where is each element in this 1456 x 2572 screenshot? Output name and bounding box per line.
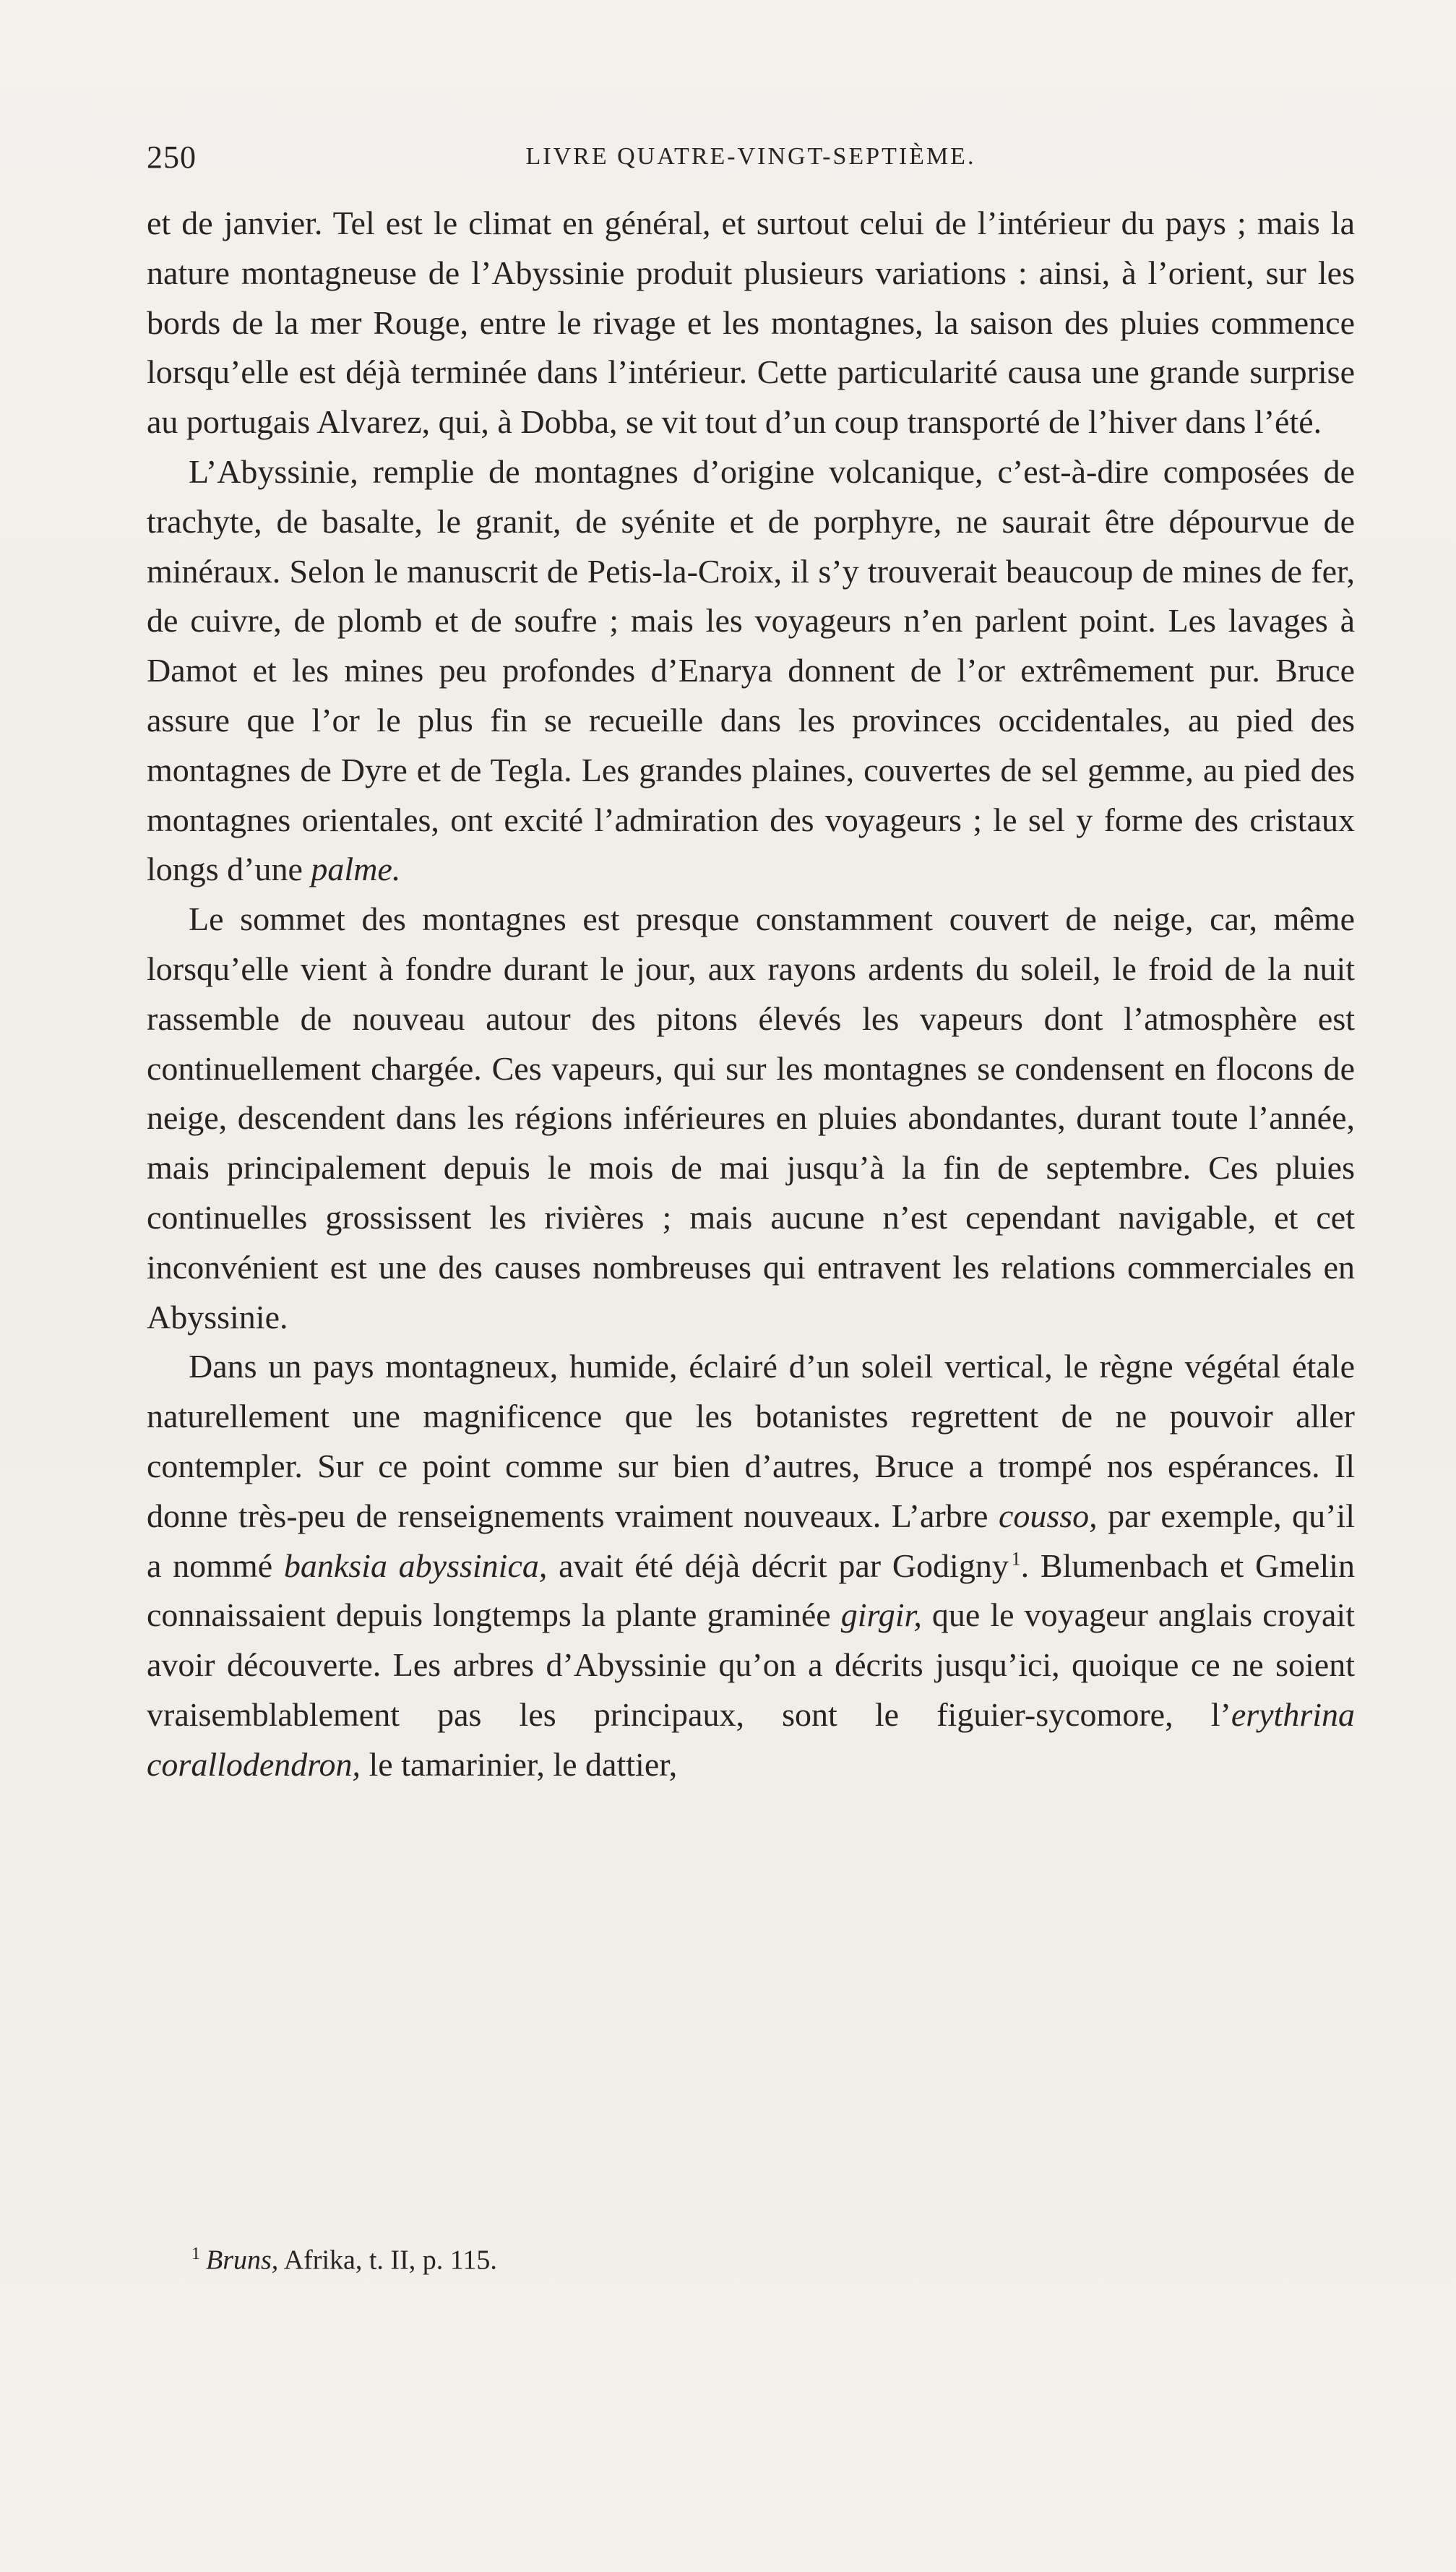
paragraph-4-text-g: le tamarinier, le dattier, [369,1745,678,1783]
footnote-mark: 1 [191,2245,200,2263]
paragraph-2-italic: palme. [311,851,401,888]
running-title: LIVRE QUATRE-VINGT-SEPTIÈME. [525,143,976,170]
page-number: 250 [147,139,197,175]
paragraph-1 [147,199,1355,447]
paragraph-4-text-f: l’ [1210,1695,1231,1733]
paragraph-2-text: L’Abyssinie, remplie de montagnes d’origine volcanique, c’est-à-dire composées de trachyte, de basalte, le granit, de syénite et de porphyre, ne saurait être dépourvue de minéraux. Selon le manuscrit de Petis-la-Croix, il s’y trouverait beaucoup de mines de fer, de cuivre, de plomb et de soufre ; mais les voyageurs n’en parlent point. Les lavages à Damot et les mines peu profondes d’Enarya donnent de l’or extrêmement pur. Bruce assure que l’or le plus fin se recueille dans les provinces occidentales, au pied des montagnes de Dyre et de Tegla. Les grandes plaines, couvertes de sel gemme, au pied des montagnes orientales, ont excité l’admiration des voyageurs ; le sel y forme des cristaux longs d’une [147,452,1355,888]
paragraph-1-text: et de janvier. Tel est le climat en général, et surtout celui de l’intérieur du pays ; mais la nature montagneuse de l’Abyssinie produit plusieurs variations : ainsi, à l’orient, sur les bords de la mer Rouge, entre le rivage et les montagnes, la saison des pluies commence lorsqu’elle est déjà terminée dans l’intérieur. Cette particularité causa une grande surprise au portugais Alvarez, qui, à Dobba, se vit tout d’un coup transporté de l’hiver dans l’été. [147,205,1355,441]
paragraph-3-text: Le sommet des montagnes est presque constamment couvert de neige, car, même lorsqu’elle vient à fondre durant le jour, aux rayons ardents du soleil, le froid de la nuit rassemble de nouveau autour des pitons élevés les vapeurs dont l’atmosphère est continuellement chargée. Ces vapeurs, qui sur les montagnes se condensent en flocons de neige, descendent dans les régions inférieures en pluies abondantes, durant toute l’année, mais principalement depuis le mois de mai jusqu’à la fin de septembre. Ces pluies continuelles grossissent les rivières ; mais aucune n’est cependant navigable, et cet inconvénient est une des causes nombreuses qui entravent les relations commerciales en Abyssinie. [147,900,1355,1336]
page-header [147,139,1355,182]
paragraph-4-text-c: avait été déjà décrit par Godigny [559,1547,1009,1584]
body-text [147,199,1355,1790]
paragraph-4-text-b: par exemple, qu’il a nommé [147,1497,1356,1584]
paragraph-4-text-e: que le voyageur anglais croyait avoir découverte. Les arbres d’Abyssinie qu’on a décrits jusqu’ici, quoique ce ne soient vraisemblablement pas les principaux, sont le figuier-sycomore, [147,1596,1355,1733]
paragraph-4-italic-cousso: cousso, [998,1497,1098,1534]
footnote-author: Bruns, [206,2245,279,2276]
paragraph-4-italic-erythrina: erythrina corallodendron, [147,1695,1356,1783]
footnote-reference[interactable]: 1 [1011,1548,1021,1570]
paragraph-4-italic-girgir: girgir, [840,1596,922,1634]
footnote [191,2237,1355,2278]
paragraph-4-text-d: . Blumenbach et Gmelin connaissaient depuis longtemps la plante graminée [147,1547,1356,1634]
paragraph-4 [147,1342,1355,1789]
paragraph-2 [147,447,1355,895]
paragraph-4-text-a: Dans un pays montagneux, humide, éclairé d’un soleil vertical, le règne végétal étale naturellement une magnificence que les botanistes regrettent de ne pouvoir aller contempler. Sur ce point comme sur bien d’autres, Bruce a trompé nos espérances. Il donne très-peu de renseignements vraiment nouveaux. L’arbre [147,1348,1355,1534]
paragraph-3 [147,895,1355,1342]
footnote-text: Afrika, t. II, p. 115. [283,2245,497,2276]
paragraph-4-italic-banksia: banksia abyssinica, [283,1547,548,1584]
